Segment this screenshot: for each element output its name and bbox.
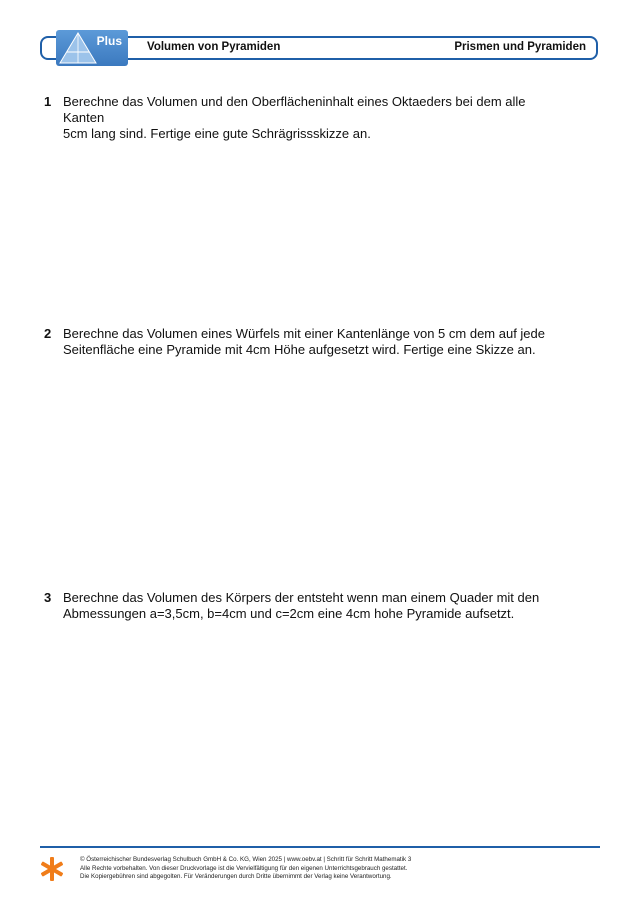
- task-text: [63, 94, 563, 142]
- footer-line: Alle Rechte vorbehalten. Von dieser Druckvorlage ist die Vervielfältigung für den eigenen Unterrichtsgebrauch gestattet.: [80, 864, 408, 872]
- footer-copyright: [80, 856, 540, 882]
- task-line: Berechne das Volumen des Körpers der entsteht wenn man einem Quader mit den: [63, 590, 540, 605]
- task-line: Berechne das Volumen eines Würfels mit einer Kantenlänge von 5 cm dem auf jede: [63, 326, 545, 341]
- task-number: 3: [44, 590, 52, 605]
- task-text: [63, 590, 563, 622]
- task-number: 1: [44, 94, 52, 109]
- task-line: Abmessungen a=3,5cm, b=4cm und c=2cm eine 4cm hohe Pyramide aufsetzt.: [63, 606, 515, 621]
- plus-logo: [56, 30, 128, 66]
- oebv-star-icon: [40, 856, 64, 887]
- logo-text: Plus: [96, 34, 122, 48]
- task-line: 5cm lang sind. Fertige eine gute Schrägrissskizze an.: [63, 126, 371, 141]
- task-line: Seitenfläche eine Pyramide mit 4cm Höhe aufgesetzt wird. Fertige eine Skizze an.: [63, 342, 536, 357]
- footer-divider: [40, 846, 600, 848]
- footer-line: © Österreichischer Bundesverlag Schulbuch GmbH & Co. KG, Wien 2025 | www.oebv.at | Schritt für Schritt Mathematik 3: [80, 856, 412, 863]
- task-line: Berechne das Volumen und den Oberflächeninhalt eines Oktaeders bei dem alle Kanten: [63, 94, 526, 125]
- task-text: [63, 326, 563, 358]
- chapter-title: Prismen und Pyramiden: [454, 41, 586, 53]
- task-number: 2: [44, 326, 52, 341]
- page-title: Volumen von Pyramiden: [147, 41, 281, 53]
- footer-line: Die Kopiergebühren sind abgegolten. Für Veränderungen durch Dritte übernimmt der Verlag keine Verantwortung.: [80, 873, 392, 880]
